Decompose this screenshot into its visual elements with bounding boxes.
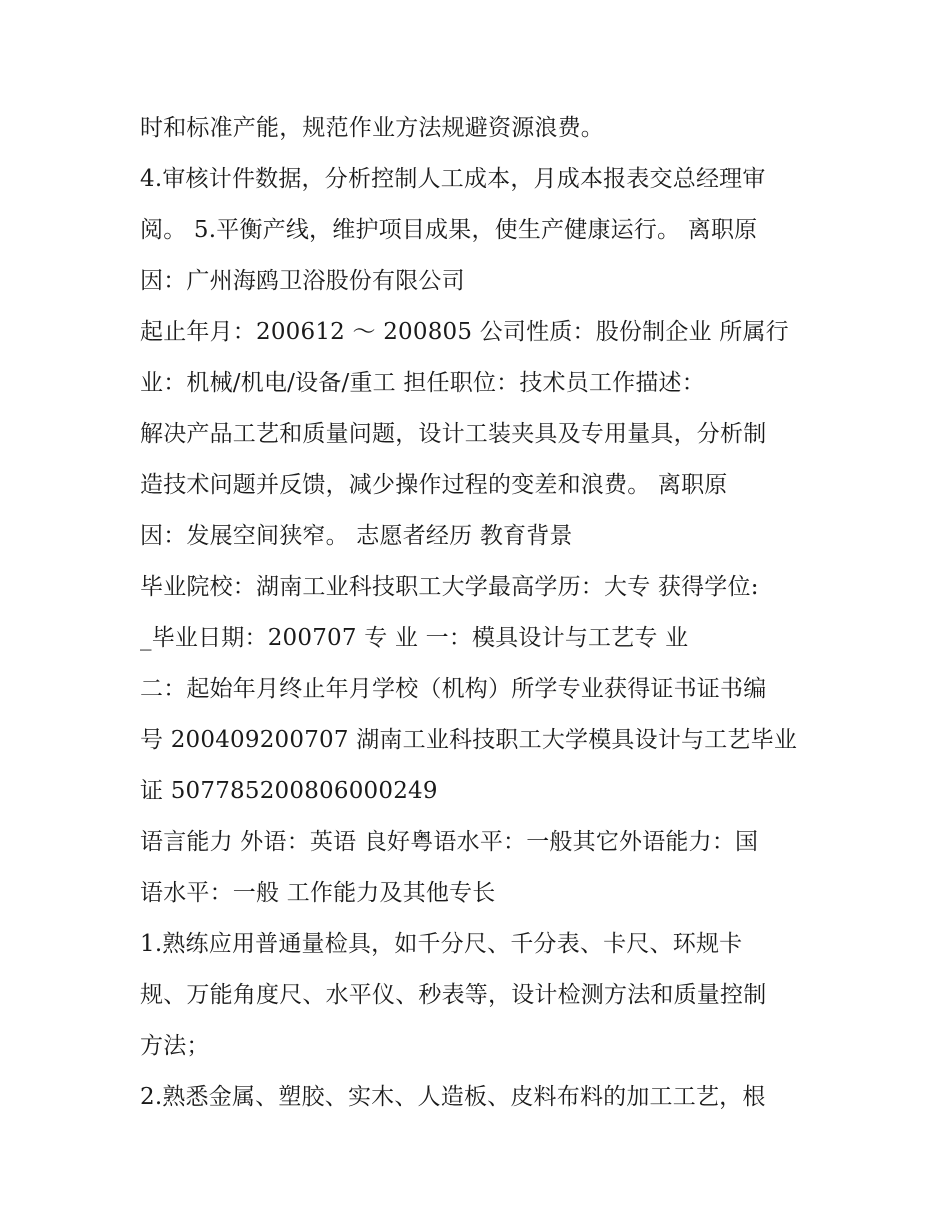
- text-line: _毕业日期：200707 专 业 一：模具设计与工艺专 业: [140, 625, 689, 651]
- text-line: 毕业院校：湖南工业科技职工大学最高学历：大专 获得学位:: [140, 574, 759, 600]
- text-line: 阅。 5.平衡产线，维护项目成果，使生产健康运行。 离职原: [140, 217, 758, 243]
- text-line: 4.审核计件数据，分析控制人工成本，月成本报表交总经理审: [140, 166, 766, 192]
- text-line: 号 200409200707 湖南工业科技职工大学模具设计与工艺毕业: [140, 727, 798, 753]
- text-line: 规、万能角度尺、水平仪、秒表等，设计检测方法和质量控制: [140, 982, 767, 1008]
- text-line: 业：机械/机电/设备/重工 担任职位：技术员工作描述：: [140, 370, 705, 396]
- text-line: 1.熟练应用普通量检具，如千分尺、千分表、卡尺、环规卡: [140, 931, 743, 957]
- text-line: 造技术问题并反馈，减少操作过程的变差和浪费。 离职原: [140, 472, 728, 498]
- text-line: 因：发展空间狭窄。 志愿者经历 教育背景: [140, 523, 573, 549]
- text-line: 2.熟悉金属、塑胶、实木、人造板、皮料布料的加工工艺，根: [140, 1084, 766, 1110]
- text-line: 方法；: [140, 1033, 210, 1059]
- text-line: 二：起始年月终止年月学校（机构）所学专业获得证书证书编: [140, 676, 767, 702]
- text-line: 证 507785200806000249: [140, 778, 438, 804]
- text-line: 语言能力 外语：英语 良好粤语水平：一般其它外语能力：国: [140, 829, 759, 855]
- text-line: 解决产品工艺和质量问题，设计工装夹具及专用量具，分析制: [140, 421, 767, 447]
- text-line: 因：广州海鸥卫浴股份有限公司: [140, 268, 465, 294]
- text-line: 语水平：一般 工作能力及其他专长: [140, 880, 496, 906]
- text-line: 起止年月：200612 ～ 200805 公司性质：股份制企业 所属行: [140, 319, 789, 345]
- text-line: 时和标准产能，规范作业方法规避资源浪费。: [140, 115, 604, 141]
